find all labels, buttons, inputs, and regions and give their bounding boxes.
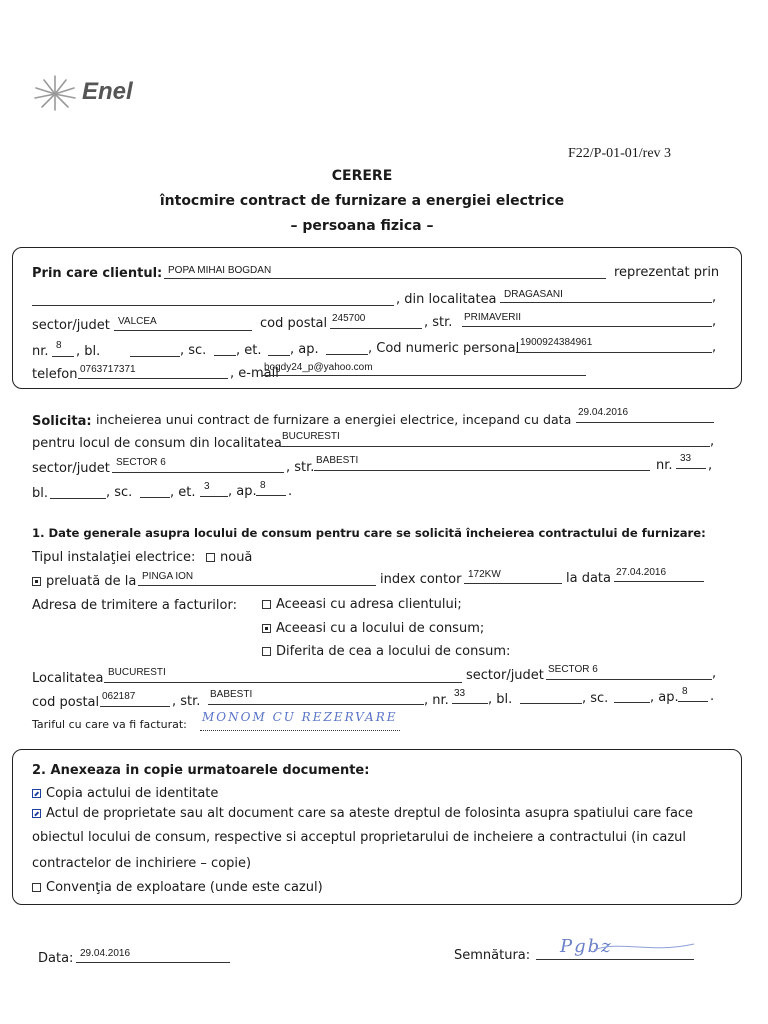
billing-option-consumption[interactable] xyxy=(262,621,484,636)
section2-title: 2. Anexeaza in copie urmatoarele documente: xyxy=(32,763,370,778)
form-subtitle: întocmire contract de furnizare a energiei electrice xyxy=(159,193,565,209)
taken-from[interactable]: PINGA ION xyxy=(142,571,194,582)
enel-logo-mark-icon xyxy=(32,72,78,112)
meter-date[interactable]: 27.04.2016 xyxy=(616,567,667,578)
install-label: Tipul instalaţiei electrice: xyxy=(32,550,196,565)
client-nr-label: nr. xyxy=(32,344,49,359)
request-ap-label: , ap. xyxy=(228,484,257,499)
signature-label: Semnătura: xyxy=(454,948,531,963)
signature-stroke-icon xyxy=(590,936,700,960)
install-taken-label: preluată de la xyxy=(46,574,137,589)
client-cnp-label: , Cod numeric personal xyxy=(368,341,520,356)
billing-option-client[interactable] xyxy=(262,597,462,612)
install-taken-checkbox[interactable] xyxy=(32,574,136,589)
billing-locality-label: Localitatea xyxy=(32,671,104,686)
request-county-label: sector/judet xyxy=(32,461,110,476)
meter-date-label: la data xyxy=(566,571,611,586)
doc-identity-checkbox[interactable] xyxy=(32,786,218,801)
client-county-label: sector/judet xyxy=(32,318,110,333)
client-locality-label: , din localitatea xyxy=(396,292,497,307)
billing-nr[interactable]: 33 xyxy=(454,688,466,699)
client-sc-label: , sc. xyxy=(180,343,207,358)
request-nr[interactable]: 33 xyxy=(680,453,692,464)
install-new-label: nouă xyxy=(220,550,253,565)
doc-convention-label: Convenţia de exploatare (unde este cazul) xyxy=(46,880,323,895)
billing-street[interactable]: BABESTI xyxy=(210,689,253,700)
client-postal-label: cod postal xyxy=(260,316,328,331)
enel-brand-name: Enel xyxy=(82,78,133,105)
section1-title: 1. Date generale asupra locului de consum pentru care se solicită încheierea contractului de furnizare: xyxy=(32,526,706,540)
billing-street-label: , str. xyxy=(172,694,201,709)
billing-county-label: sector/judet xyxy=(466,668,544,683)
client-ap-label: , ap. xyxy=(290,342,319,357)
client-email[interactable]: bogdy24_p@yahoo.com xyxy=(264,362,373,373)
client-email-label: , e-mail xyxy=(230,366,279,381)
meter-label: index contor xyxy=(380,572,462,587)
billing-option-different-label: Diferita de cea a locului de consum: xyxy=(276,644,511,659)
request-et[interactable]: 3 xyxy=(204,481,210,492)
client-cnp[interactable]: 1900924384961 xyxy=(520,337,593,348)
billing-sc-label: , sc. xyxy=(582,691,609,706)
client-county[interactable]: VALCEA xyxy=(118,316,157,327)
request-nr-label: nr. xyxy=(656,458,673,473)
client-phone-label: telefon xyxy=(32,367,78,382)
billing-ap[interactable]: 8 xyxy=(682,686,688,697)
billing-nr-label: , nr. xyxy=(424,693,449,708)
client-locality[interactable]: DRAGASANI xyxy=(504,289,563,300)
client-bl-label: , bl. xyxy=(76,344,101,359)
billing-county[interactable]: SECTOR 6 xyxy=(548,664,598,675)
footer-date-label: Data: xyxy=(38,951,74,966)
request-label: Solicita: xyxy=(32,414,92,429)
client-postal[interactable]: 245700 xyxy=(332,313,366,324)
billing-option-different[interactable] xyxy=(262,644,510,659)
client-et-label: , et. xyxy=(236,343,262,358)
form-code: F22/P-01-01/rev 3 xyxy=(568,146,672,161)
install-new-checkbox[interactable] xyxy=(206,550,252,565)
request-street-label: , str. xyxy=(286,460,315,475)
billing-locality[interactable]: BUCURESTI xyxy=(108,667,166,678)
client-name[interactable]: POPA MIHAI BOGDAN xyxy=(168,265,272,276)
billing-postal[interactable]: 062187 xyxy=(102,691,136,702)
client-label: Prin care clientul: xyxy=(32,266,163,281)
request-street[interactable]: BABESTI xyxy=(316,455,359,466)
client-nr[interactable]: 8 xyxy=(56,340,62,351)
billing-ap-label: , ap. xyxy=(650,690,679,705)
tariff-handwritten[interactable]: MONOM CU REZERVARE xyxy=(202,710,398,724)
billing-option-client-label: Aceeasi cu adresa clientului; xyxy=(276,597,462,612)
request-text: incheierea unui contract de furnizare a energiei electrice, incepand cu data xyxy=(96,412,572,427)
billing-option-consumption-label: Aceeasi cu a locului de consum; xyxy=(276,621,485,636)
represented-label: reprezentat prin xyxy=(614,265,720,280)
client-street[interactable]: PRIMAVERII xyxy=(464,312,522,323)
doc-ownership-checkbox[interactable] xyxy=(32,806,693,821)
request-bl-label: bl. xyxy=(32,486,48,501)
tariff-label: Tariful cu care va fi facturat: xyxy=(32,718,187,731)
doc-identity-label: Copia actului de identitate xyxy=(46,786,219,801)
signature[interactable]: Pgbz xyxy=(560,936,613,957)
request-county[interactable]: SECTOR 6 xyxy=(116,457,166,468)
request-et-label: , et. xyxy=(170,485,196,500)
request-locality[interactable]: BUCURESTI xyxy=(282,431,340,442)
request-place-text: pentru locul de consum din localitatea xyxy=(32,436,282,451)
client-street-label: , str. xyxy=(424,315,453,330)
form-subtitle-2: – persoana fizica – xyxy=(290,218,434,234)
billing-postal-label: cod postal xyxy=(32,695,100,710)
client-phone[interactable]: 0763717371 xyxy=(80,364,136,375)
billing-bl-label: , bl. xyxy=(488,692,513,707)
request-date[interactable]: 29.04.2016 xyxy=(578,407,629,418)
footer-date[interactable]: 29.04.2016 xyxy=(80,948,131,959)
billing-label: Adresa de trimitere a facturilor: xyxy=(32,598,237,613)
doc-ownership-label: Actul de proprietate sau alt document care sa ateste dreptul de folosinta asupra spatiului care face xyxy=(46,806,694,821)
request-sc-label: , sc. xyxy=(106,485,133,500)
doc-convention-checkbox[interactable] xyxy=(32,880,323,895)
doc-ownership-line3: contractelor de inchiriere – copie) xyxy=(32,856,252,871)
form-title: CERERE xyxy=(331,168,393,184)
request-ap[interactable]: 8 xyxy=(260,480,266,491)
meter-index[interactable]: 172KW xyxy=(468,569,501,580)
doc-ownership-line2: obiectul locului de consum, respective si acceptul proprietarului de incheiere a contractului (in cazul xyxy=(32,830,687,845)
